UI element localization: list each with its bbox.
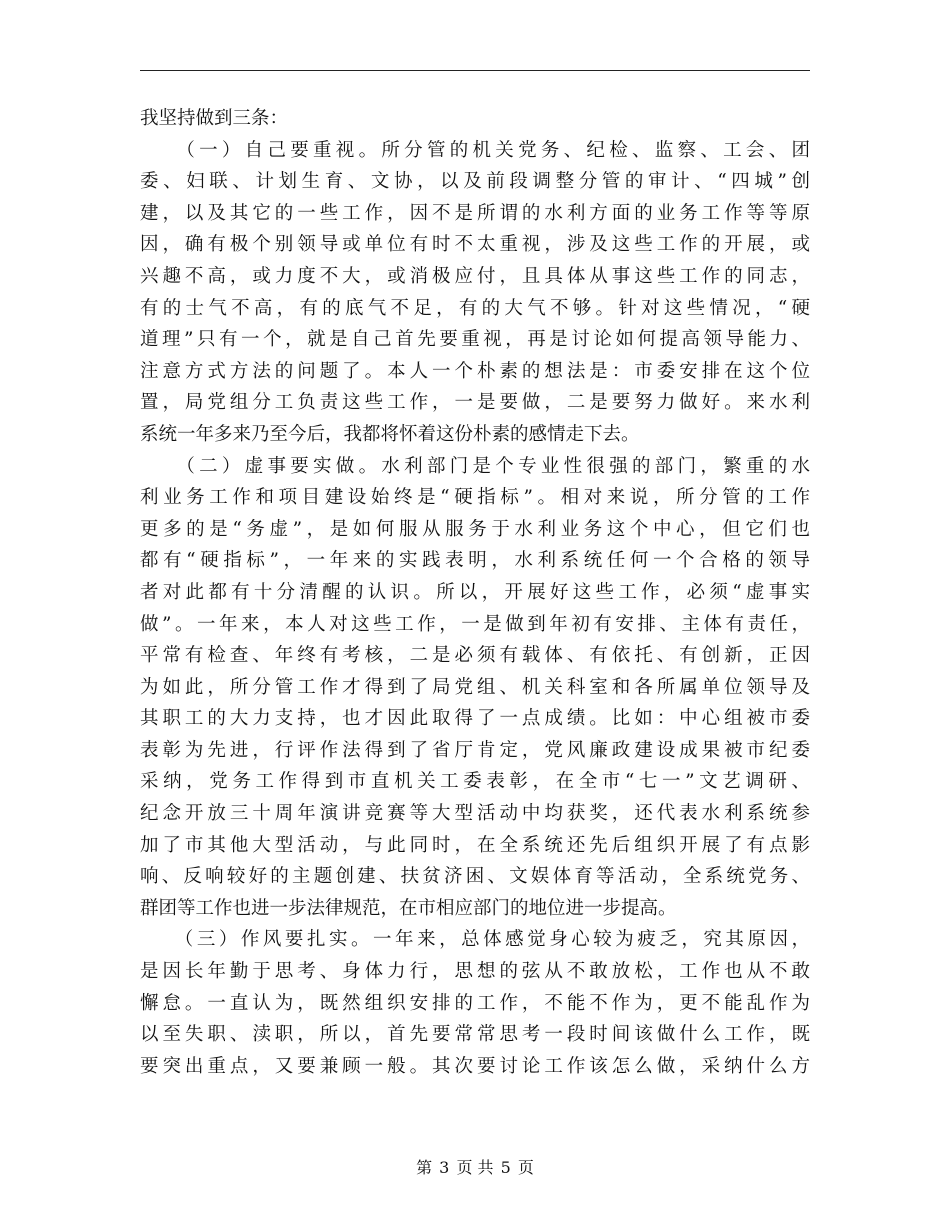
- text-line: 群团等工作也进一步法律规范，在市相应部门的地位进一步提高。: [140, 897, 677, 919]
- text-line: （二）虚事要实做。水利部门是个专业性很强的部门，繁重的水: [140, 455, 810, 477]
- body-text: [140, 103, 810, 1082]
- text-line: 我坚持做到三条：: [140, 108, 289, 129]
- text-line: 加了市其他大型活动，与此同时，在全系统还先后组织开展了有点影: [140, 834, 810, 856]
- text-line: 委、妇联、计划生育、文协，以及前段调整分管的审计、“四城”创: [140, 171, 810, 193]
- text-line: 注意方式方法的问题了。本人一个朴素的想法是：市委安排在这个位: [140, 360, 810, 382]
- text-line: 兴趣不高，或力度不大，或消极应付，且具体从事这些工作的同志，: [140, 265, 810, 287]
- footer-prefix: 第: [416, 1158, 433, 1177]
- text-line: 置，局党组分工负责这些工作，一是要做，二是要努力做好。来水利: [140, 392, 810, 414]
- text-line: 懈怠。一直认为，既然组织安排的工作，不能不作为，更不能乱作为: [140, 992, 810, 1014]
- text-line: 更多的是“务虚”，是如何服从服务于水利业务这个中心，但它们也: [140, 518, 810, 540]
- footer-total-pages: 5: [500, 1158, 511, 1177]
- text-line: 以至失职、渎职，所以，首先要常常思考一段时间该做什么工作，既: [140, 1024, 810, 1046]
- text-line: 为如此，所分管工作才得到了局党组、机关科室和各所属单位领导及: [140, 676, 810, 698]
- text-line: （三）作风要扎实。一年来，总体感觉身心较为疲乏，究其原因，: [140, 929, 810, 951]
- text-line: 响、反响较好的主题创建、扶贫济困、文娱体育等活动，全系统党务、: [140, 866, 810, 888]
- text-line: 者对此都有十分清醒的认识。所以，开展好这些工作，必须“虚事实: [140, 581, 810, 603]
- text-line: 纪念开放三十周年演讲竞赛等大型活动中均获奖，还代表水利系统参: [140, 803, 810, 825]
- footer-current-page: 3: [439, 1158, 450, 1177]
- header-rule: [140, 70, 810, 71]
- text-line: 有的士气不高，有的底气不足，有的大气不够。针对这些情况，“硬: [140, 297, 810, 319]
- text-line: 道理”只有一个，就是自己首先要重视，再是讨论如何提高领导能力、: [140, 329, 810, 351]
- text-line: 建，以及其它的一些工作，因不是所谓的水利方面的业务工作等等原: [140, 202, 810, 224]
- footer-suffix: 页: [517, 1158, 534, 1177]
- text-line: 是因长年勤于思考、身体力行，思想的弦从不敢放松，工作也从不敢: [140, 961, 810, 983]
- footer-middle: 页 共: [456, 1158, 494, 1177]
- text-line: 做”。一年来，本人对这些工作，一是做到年初有安排、主体有责任，: [140, 613, 810, 635]
- text-line: 要突出重点，又要兼顾一般。其次要讨论工作该怎么做，采纳什么方: [140, 1055, 810, 1077]
- text-line: 利业务工作和项目建设始终是“硬指标”。相对来说，所分管的工作: [140, 487, 810, 509]
- text-line: （一）自己要重视。所分管的机关党务、纪检、监察、工会、团: [140, 139, 810, 161]
- text-line: 系统一年多来乃至今后，我都将怀着这份朴素的感情走下去。: [140, 423, 640, 445]
- text-line: 都有“硬指标”，一年来的实践表明，水利系统任何一个合格的领导: [140, 550, 810, 572]
- text-line: 表彰为先进，行评作法得到了省厅肯定，党风廉政建设成果被市纪委: [140, 739, 810, 761]
- text-line: 其职工的大力支持，也才因此取得了一点成绩。比如：中心组被市委: [140, 708, 810, 730]
- text-line: 平常有检查、年终有考核，二是必须有载体、有依托、有创新，正因: [140, 645, 810, 667]
- text-line: 因，确有极个别领导或单位有时不太重视，涉及这些工作的开展，或: [140, 234, 810, 256]
- text-line: 采纳，党务工作得到市直机关工委表彰，在全市“七一”文艺调研、: [140, 771, 810, 793]
- page-footer: [0, 1155, 950, 1178]
